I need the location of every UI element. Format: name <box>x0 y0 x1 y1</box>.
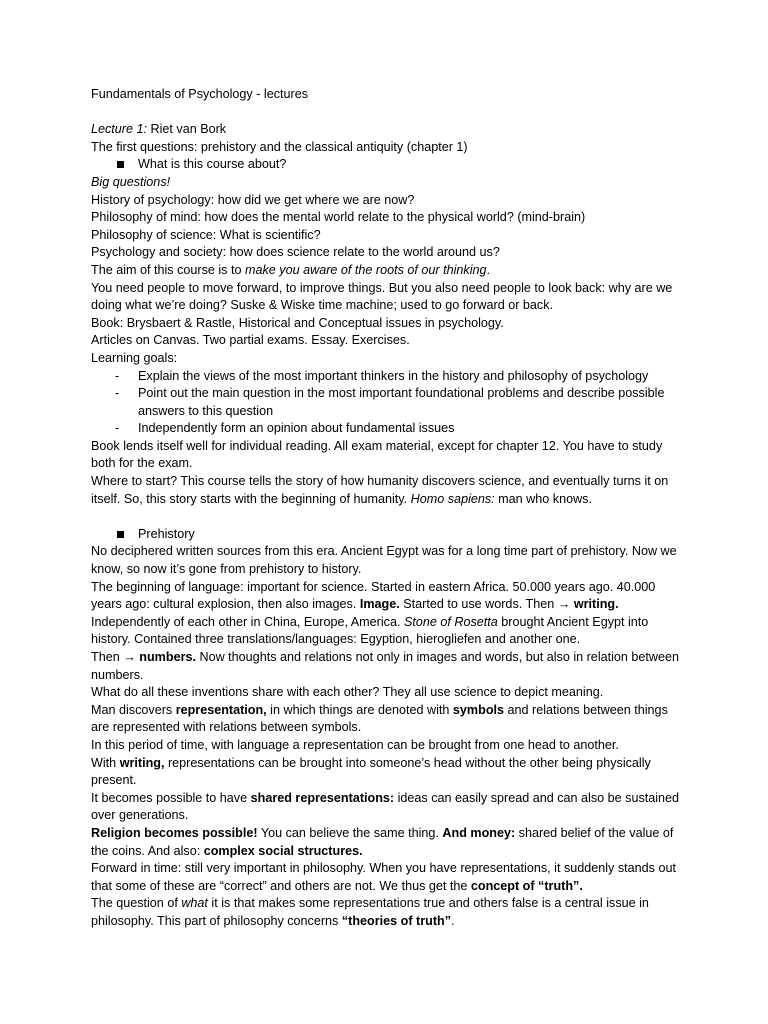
learning-goal-item <box>91 368 681 386</box>
bold-run: Image. <box>359 597 400 612</box>
bold-run: writing. <box>573 597 619 612</box>
text-run: It becomes possible to have <box>91 790 251 805</box>
religion-paragraph <box>91 825 681 860</box>
where-text: Where to start? This course tells the story of how humanity discovers science, and eventually turns it on itself. So, this story starts with the beginning of humanity. <box>91 474 669 506</box>
text-run: brought Ancient Egypt into history. Contained three translations/languages: Egyption, hierogliefen and another one. <box>91 614 649 647</box>
aim-emphasis: make you aware of the roots of our thinking <box>245 262 487 277</box>
document-title <box>91 86 681 104</box>
text-run: . <box>451 913 455 928</box>
bold-run: numbers. <box>139 650 196 664</box>
learning-goals-label: Learning goals: <box>91 350 178 365</box>
theories-of-truth-paragraph <box>91 895 681 930</box>
text-run: Started to use words. Then → <box>399 597 574 612</box>
homo-sapiens: Homo sapiens: <box>410 491 495 506</box>
section-heading-text: Prehistory <box>138 526 195 541</box>
text-run: Then → <box>91 650 140 664</box>
square-bullet-icon <box>117 531 124 538</box>
bold-run: symbols <box>452 702 505 717</box>
learning-goal-item <box>91 385 681 420</box>
book-line: Book: Brysbaert & Rastle, Historical and Conceptual issues in psychology. <box>91 315 504 330</box>
aim-text: The aim of this course is to <box>91 262 245 277</box>
bold-run: shared representations: <box>250 790 395 805</box>
text-run: The beginning of language: important for science. Started in eastern Africa. 50.000 years ago. 40.000 years ago: cultural explosion, then also images. <box>91 579 656 612</box>
text-run: The question of <box>91 896 182 911</box>
language-paragraph <box>91 579 681 614</box>
truth-paragraph <box>91 860 681 895</box>
text-run: ideas can easily spread and can also be sustained over generations. <box>91 790 680 823</box>
text-run: Man discovers <box>91 702 176 717</box>
italic-run: what <box>181 896 208 911</box>
question-history: History of psychology: how did we get where we are now? <box>91 192 415 207</box>
language-head-paragraph: In this period of time, with language a representation can be brought from one head to another. <box>91 737 619 752</box>
inventions-paragraph: What do all these inventions share with each other? They all use science to depict meaning. <box>91 685 604 700</box>
lecture-author: Riet van Bork <box>147 122 227 137</box>
question-mind: Philosophy of mind: how does the mental world relate to the physical world? (mind-brain) <box>91 210 586 225</box>
italic-run: Stone of Rosetta <box>403 614 498 629</box>
book-lends-paragraph: Book lends itself well for individual reading. All exam material, except for chapter 12. You have to study both for the exam. <box>91 438 663 471</box>
bold-run: concept of “truth”. <box>470 878 583 893</box>
prehistory-paragraph: No deciphered written sources from this era. Ancient Egypt was for a long time part of prehistory. Now we know, so now it’s gone from prehistory to history. <box>91 544 677 577</box>
articles-line: Articles on Canvas. Two partial exams. Essay. Exercises. <box>91 333 410 348</box>
text-run: Forward in time: still very important in philosophy. When you have representations, it suddenly stands out that some of these are “correct” and others are not. We thus get the <box>91 861 676 893</box>
learning-goal-text: Point out the main question in the most important foundational problems and describe possible answers to this question <box>138 386 665 418</box>
course-aim <box>91 262 681 280</box>
learning-goal-item <box>91 420 681 438</box>
big-questions-text: Big questions! <box>91 174 171 189</box>
big-questions <box>91 174 681 192</box>
lecture-line <box>91 121 681 139</box>
text-run: representations can be brought into someone’s head without the other being physically present. <box>91 755 651 788</box>
where-end: man who knows. <box>494 491 592 506</box>
text-run: and relations between things are represented with relations between symbols. <box>91 702 668 735</box>
question-society: Psychology and society: how does science relate to the world around us? <box>91 245 500 260</box>
writing-paragraph <box>91 755 681 790</box>
document-page <box>91 86 681 931</box>
section-heading-course <box>91 156 681 174</box>
bold-run: Religion becomes possible! <box>91 825 258 840</box>
shared-representations-paragraph <box>91 790 681 825</box>
numbers-paragraph <box>91 649 681 684</box>
lecture-chapter: (chapter 1) <box>403 139 468 154</box>
lecture-topic: The first questions: prehistory and the classical antiquity <box>91 139 404 154</box>
bold-run: And money: <box>442 825 516 840</box>
aim-end: . <box>486 262 491 277</box>
text-run: in which things are denoted with <box>266 702 453 717</box>
bold-run: writing, <box>119 755 165 770</box>
rosetta-paragraph <box>91 614 681 649</box>
forward-paragraph: You need people to move forward, to improve things. But you also need people to look back: why are we doing what we’re doing? Suske & Wiske time machine; used to go forward or back. <box>91 280 673 313</box>
blank-line <box>91 508 681 526</box>
dash-icon: - <box>115 421 120 436</box>
lecture-topic-line <box>91 139 681 157</box>
square-bullet-icon <box>117 161 124 168</box>
text-run: it is that makes some representations true and others false is a central issue in philosophy. This part of philosophy concerns <box>91 896 649 928</box>
section-heading-prehistory <box>91 526 681 544</box>
where-to-start-paragraph <box>91 473 681 508</box>
text-run: Now thoughts and relations not only in images and words, but also in relation between numbers. <box>91 650 680 682</box>
text-run: With <box>91 755 120 770</box>
document-title-text: Fundamentals of Psychology - lectures <box>91 87 308 101</box>
text-run: shared belief of the value of the coins. And also: <box>91 825 674 858</box>
learning-goal-text: Explain the views of the most important thinkers in the history and philosophy of psychology <box>138 368 649 383</box>
bold-run: “theories of truth” <box>341 913 452 928</box>
text-run: You can believe the same thing. <box>257 825 443 840</box>
bold-run: representation, <box>175 702 267 717</box>
representation-paragraph <box>91 702 681 737</box>
bold-run: complex social structures. <box>203 843 363 858</box>
question-science: Philosophy of science: What is scientific? <box>91 227 321 242</box>
dash-icon: - <box>115 386 120 401</box>
learning-goal-text: Independently form an opinion about fundamental issues <box>138 421 455 436</box>
text-run: Independently of each other in China, Europe, America. <box>91 614 404 629</box>
section-heading-text: What is this course about? <box>138 157 287 172</box>
lecture-label: Lecture 1: <box>91 122 148 137</box>
dash-icon: - <box>115 368 120 383</box>
